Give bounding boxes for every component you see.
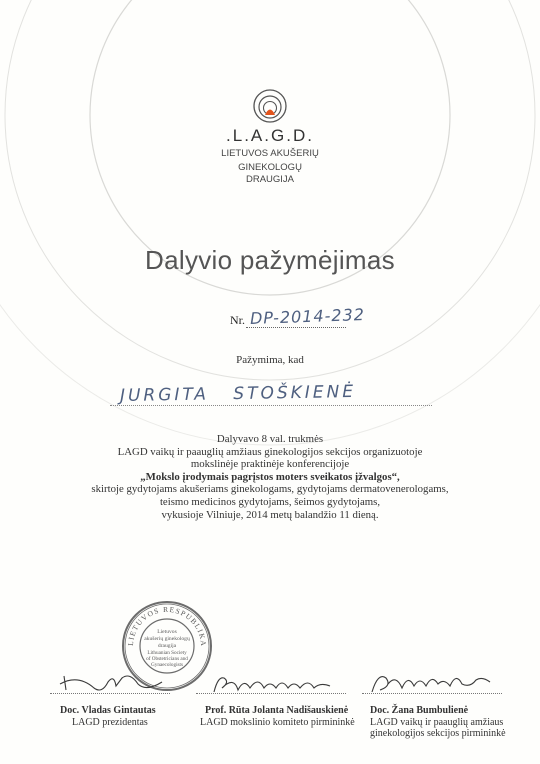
- stamp-inner-line3: draugija: [157, 643, 177, 649]
- logo-abbreviation: .L.A.G.D.: [226, 126, 314, 145]
- certificate-number-value: DP-2014-232: [249, 305, 366, 328]
- signature-line-1: [50, 693, 170, 694]
- certifies-label: Pažymima, kad: [236, 354, 304, 366]
- conference-title: „Mokslo įrodymais pagrįstos moters sveikatos įžvalgos“,: [140, 470, 400, 483]
- body-line-1: Dalyvavo 8 val. trukmės: [216, 433, 324, 445]
- stamp-inner-line5: of Obstetricians and: [146, 656, 188, 662]
- concentric-circles-flame-icon: [248, 88, 292, 124]
- body-line-5: skirtoje gydytojams akušeriams ginekologams, gydytojams dermatovenerologams,: [91, 483, 449, 496]
- signatory-2-name: Prof. Rūta Jolanta Nadišauskienė: [205, 705, 349, 716]
- signatory-3-role-line2: ginekologijos sekcijos pirmininkė: [370, 728, 506, 739]
- certificate-title: Dalyvio pažymėjimas: [145, 245, 395, 275]
- signature-line-2: [196, 693, 346, 694]
- signatory-2-role: LAGD mokslinio komiteto pirmininkė: [200, 717, 355, 728]
- stamp-inner-line4: Lithuanian Society: [147, 650, 187, 656]
- stamp-outer-text: LIETUVOS RESPUBLIKA: [125, 604, 209, 648]
- logo-name-line1: LIETUVOS AKUŠERIŲ: [221, 148, 319, 159]
- signatory-1-role: LAGD prezidentas: [72, 717, 148, 728]
- stamp-inner-line2: akušerių ginekologų: [144, 636, 190, 642]
- stamp-inner-line1: Lietuvos: [157, 629, 177, 635]
- body-line-2: LAGD vaikų ir paauglių amžiaus ginekologijos sekcijos organizuotoje: [117, 445, 423, 458]
- certificate-number-underline: [246, 327, 346, 328]
- certificate-body: [60, 433, 480, 521]
- signatory-3-name: Doc. Žana Bumbulienė: [370, 705, 469, 716]
- stamp-inner-line6: Gynaecologists: [151, 662, 183, 668]
- signatory-1-name: Doc. Vladas Gintautas: [60, 705, 156, 716]
- body-line-7: vykusioje Vilniuje, 2014 metų balandžio 11 dieną.: [161, 508, 379, 521]
- signature-line-3: [362, 693, 502, 694]
- logo-name-line2: GINEKOLOGŲ DRAUGIJA: [238, 162, 302, 185]
- certificate-number-label: Nr.: [230, 313, 245, 327]
- signatory-3-role-line1: LAGD vaikų ir paauglių amžiaus: [370, 717, 504, 728]
- body-line-6: teismo medicinos gydytojams, šeimos gydytojams,: [159, 495, 381, 508]
- participant-name-underline: [110, 405, 432, 406]
- lagd-logo: [220, 88, 320, 186]
- participant-name: JURGITA STOŠKIENĖ: [119, 381, 357, 407]
- body-line-3: mokslinėje praktinėje konferencijoje: [190, 458, 350, 471]
